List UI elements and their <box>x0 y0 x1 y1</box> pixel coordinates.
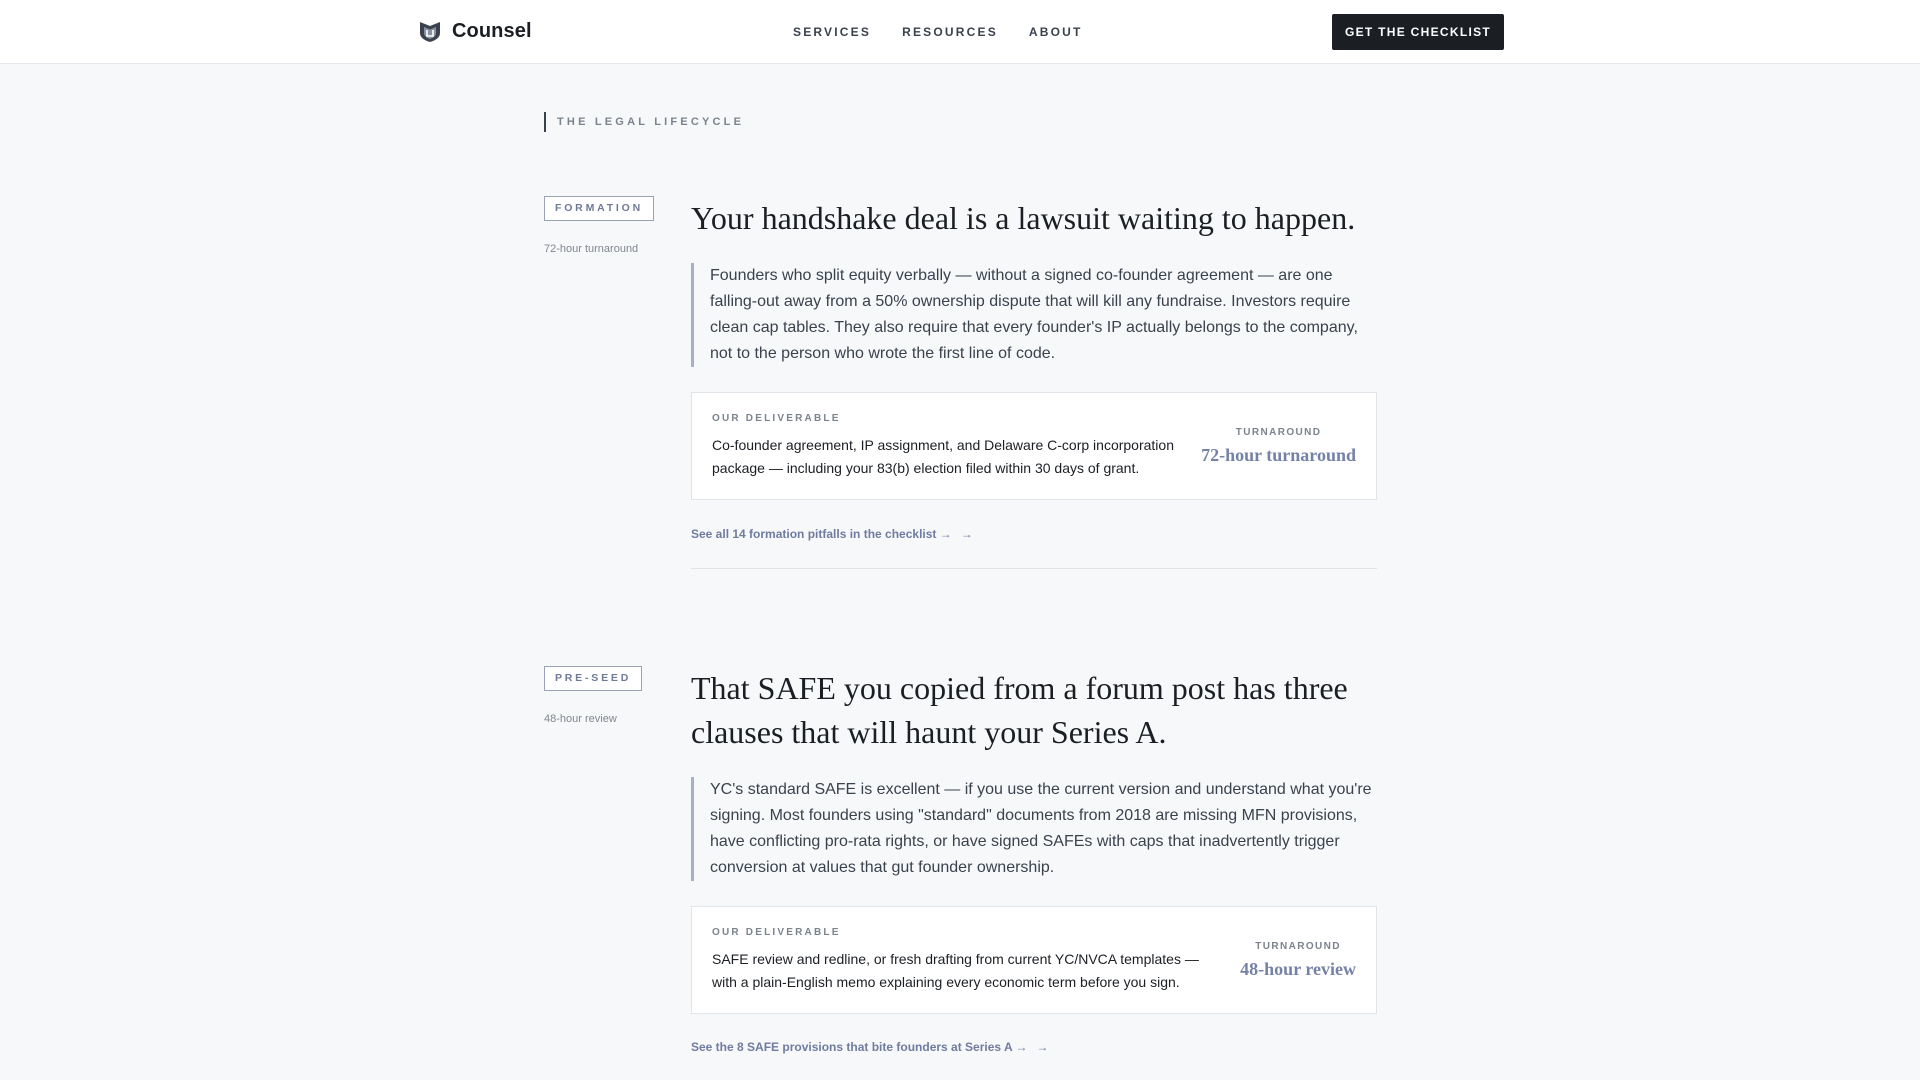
stage-tag: PRE-SEED <box>544 666 642 691</box>
deliverable-label: OUR DELIVERABLE <box>712 413 841 424</box>
section-eyebrow: THE LEGAL LIFECYCLE <box>544 112 744 132</box>
safe-provisions-link[interactable] <box>691 1040 1049 1054</box>
shield-icon <box>418 19 442 43</box>
turnaround-label: TURNAROUND <box>1235 426 1322 438</box>
section-body: YC's standard SAFE is excellent — if you use the current version and understand what you're signing. Most founders using "standard" documents from 2018 are missing MFN provisions, have conflicting pro-rata rights, or have signed SAFEs with caps that inadvertently trigger conversion at values that gut founder ownership. <box>691 777 1377 881</box>
link-label: See all 14 formation pitfalls in the checklist → <box>691 527 952 541</box>
section-body: Founders who split equity verbally — without a signed co-founder agreement — are one falling-out away from a 50% ownership dispute that will kill any fundraise. Investors require clean cap tables. They also require that every founder's IP actually belongs to the company, not to the person who wrote the first line of code. <box>691 263 1377 367</box>
site-header <box>0 0 1920 64</box>
nav-about[interactable]: ABOUT <box>1028 25 1083 39</box>
link-label: See the 8 SAFE provisions that bite founders at Series A → <box>691 1040 1028 1054</box>
nav-services[interactable]: SERVICES <box>793 25 872 39</box>
brand[interactable] <box>418 19 532 43</box>
nav-resources[interactable]: RESOURCES <box>902 25 998 39</box>
turnaround-block <box>1240 907 1356 1013</box>
stage-turnaround-note: 48-hour review <box>544 713 617 725</box>
formation-pitfalls-link[interactable] <box>691 527 973 541</box>
section-headline: That SAFE you copied from a forum post has three clauses that will haunt your Series A. <box>691 670 1348 750</box>
deliverable-text: SAFE review and redline, or fresh drafting from current YC/NVCA templates — with a plain-English memo explaining every economic term before you sign. <box>712 951 1199 990</box>
stage-tag: FORMATION <box>544 196 654 221</box>
deliverable-text: Co-founder agreement, IP assignment, and Delaware C-corp incorporation package — including your 83(b) election filed within 30 days of grant. <box>712 437 1174 476</box>
turnaround-value: 72-hour turnaround <box>1201 444 1356 465</box>
brand-name: Counsel <box>452 19 532 42</box>
deliverable-label: OUR DELIVERABLE <box>712 927 841 938</box>
stage-turnaround-note: 72-hour turnaround <box>544 243 639 255</box>
section-divider <box>691 568 1377 569</box>
turnaround-value: 48-hour review <box>1240 958 1356 979</box>
main-nav <box>793 25 1114 39</box>
turnaround-block <box>1201 393 1356 499</box>
deliverable-card <box>691 906 1377 1014</box>
turnaround-label: TURNAROUND <box>1255 940 1341 952</box>
arrow-right-icon: → <box>1036 1040 1049 1054</box>
section-headline: Your handshake deal is a lawsuit waiting to happen. <box>691 200 1356 236</box>
get-checklist-button[interactable]: GET THE CHECKLIST <box>1332 14 1504 50</box>
deliverable-card <box>691 392 1377 500</box>
arrow-right-icon: → <box>960 527 973 541</box>
